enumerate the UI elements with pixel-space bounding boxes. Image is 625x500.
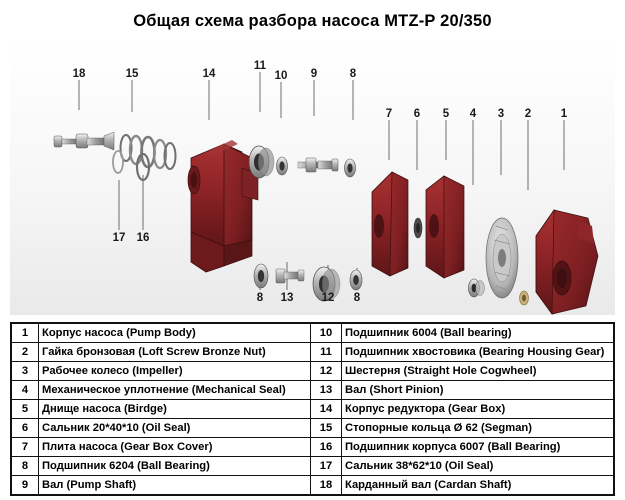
table-row <box>12 419 614 438</box>
legend-num-4: 4 <box>12 381 39 400</box>
callout-17: 17 <box>112 232 126 244</box>
table-row <box>12 476 614 495</box>
callout-4: 4 <box>469 108 477 120</box>
legend-num-2: 2 <box>12 343 39 362</box>
legend-desc-7: Плита насоса (Gear Box Cover) <box>39 438 311 457</box>
callout-5: 5 <box>442 108 450 120</box>
callout-16: 16 <box>136 232 150 244</box>
callout-9: 9 <box>310 68 318 80</box>
legend-desc-1: Корпус насоса (Pump Body) <box>39 324 311 343</box>
parts-legend <box>10 322 615 496</box>
legend-num-7: 7 <box>12 438 39 457</box>
legend-num-15: 15 <box>311 419 342 438</box>
part-pump-body <box>536 210 598 314</box>
legend-desc-16: Подшипник корпуса 6007 (Ball Bearing) <box>342 438 614 457</box>
legend-desc-14: Корпус редуктора (Gear Box) <box>342 400 614 419</box>
legend-desc-11: Подшипник хвостовика (Bearing Housing Gear) <box>342 343 614 362</box>
legend-num-10: 10 <box>311 324 342 343</box>
table-row <box>12 400 614 419</box>
part-bridge <box>426 176 464 278</box>
legend-desc-2: Гайка бронзовая (Loft Screw Bronze Nut) <box>39 343 311 362</box>
part-retaining-rings-group <box>113 135 176 180</box>
legend-desc-10: Подшипник 6004 (Ball bearing) <box>342 324 614 343</box>
exploded-view-diagram <box>10 40 615 315</box>
callout-18: 18 <box>72 68 86 80</box>
table-row <box>12 362 614 381</box>
part-ball-bearing-6204-right <box>350 270 362 290</box>
table-row <box>12 343 614 362</box>
part-gear-box-cover <box>372 172 408 276</box>
diagram-canvas <box>10 40 615 315</box>
legend-num-1: 1 <box>12 324 39 343</box>
legend-desc-6: Сальник 20*40*10 (Oil Seal) <box>39 419 311 438</box>
part-pump-shaft <box>298 158 338 172</box>
callout-3: 3 <box>497 108 505 120</box>
table-row <box>12 381 614 400</box>
callout-14: 14 <box>202 68 216 80</box>
callout-10: 10 <box>274 70 288 82</box>
legend-num-13: 13 <box>311 381 342 400</box>
legend-desc-17: Сальник 38*62*10 (Oil Seal) <box>342 457 614 476</box>
callout-8-top: 8 <box>349 68 357 80</box>
legend-desc-9: Вал (Pump Shaft) <box>39 476 311 495</box>
callout-13: 13 <box>280 292 294 304</box>
callout-7: 7 <box>385 108 393 120</box>
part-gear-box <box>188 140 258 272</box>
legend-desc-4: Механическое уплотнение (Mechanical Seal) <box>39 381 311 400</box>
part-ball-bearing-6204-lower <box>254 264 268 288</box>
callout-8-lower-right: 8 <box>353 292 361 304</box>
part-bearing-housing-gear <box>249 146 274 178</box>
page-title: Общая схема разбора насоса MTZ-P 20/350 <box>133 12 492 30</box>
callout-1: 1 <box>560 108 568 120</box>
table-row <box>12 438 614 457</box>
legend-num-11: 11 <box>311 343 342 362</box>
callout-2: 2 <box>524 108 532 120</box>
table-row <box>12 457 614 476</box>
part-mechanical-seal <box>469 279 485 297</box>
part-oil-seal-20x40x10 <box>414 218 422 238</box>
part-cardan-shaft <box>54 132 114 150</box>
legend-desc-3: Рабочее колесо (Impeller) <box>39 362 311 381</box>
legend-num-18: 18 <box>311 476 342 495</box>
parts-legend-table <box>11 323 614 495</box>
legend-num-9: 9 <box>12 476 39 495</box>
legend-num-17: 17 <box>311 457 342 476</box>
legend-desc-15: Стопорные кольца Ø 62 (Segman) <box>342 419 614 438</box>
legend-num-12: 12 <box>311 362 342 381</box>
callout-6: 6 <box>413 108 421 120</box>
part-bronze-nut <box>520 291 529 305</box>
legend-num-5: 5 <box>12 400 39 419</box>
part-impeller <box>486 218 518 298</box>
legend-desc-18: Карданный вал (Cardan Shaft) <box>342 476 614 495</box>
callout-8-lower-left: 8 <box>256 292 264 304</box>
callout-11: 11 <box>253 60 267 72</box>
table-row <box>12 324 614 343</box>
part-ball-bearing-6204-top <box>345 159 356 177</box>
callout-15: 15 <box>125 68 139 80</box>
legend-num-3: 3 <box>12 362 39 381</box>
callout-12: 12 <box>321 292 335 304</box>
legend-num-6: 6 <box>12 419 39 438</box>
legend-desc-8: Подшипник 6204 (Ball Bearing) <box>39 457 311 476</box>
part-ball-bearing-6004 <box>277 157 288 175</box>
legend-num-16: 16 <box>311 438 342 457</box>
legend-desc-5: Днище насоса (Birdge) <box>39 400 311 419</box>
legend-desc-12: Шестерня (Straight Hole Cogwheel) <box>342 362 614 381</box>
legend-desc-13: Вал (Short Pinion) <box>342 381 614 400</box>
legend-num-8: 8 <box>12 457 39 476</box>
legend-num-14: 14 <box>311 400 342 419</box>
part-short-pinion <box>276 269 304 283</box>
